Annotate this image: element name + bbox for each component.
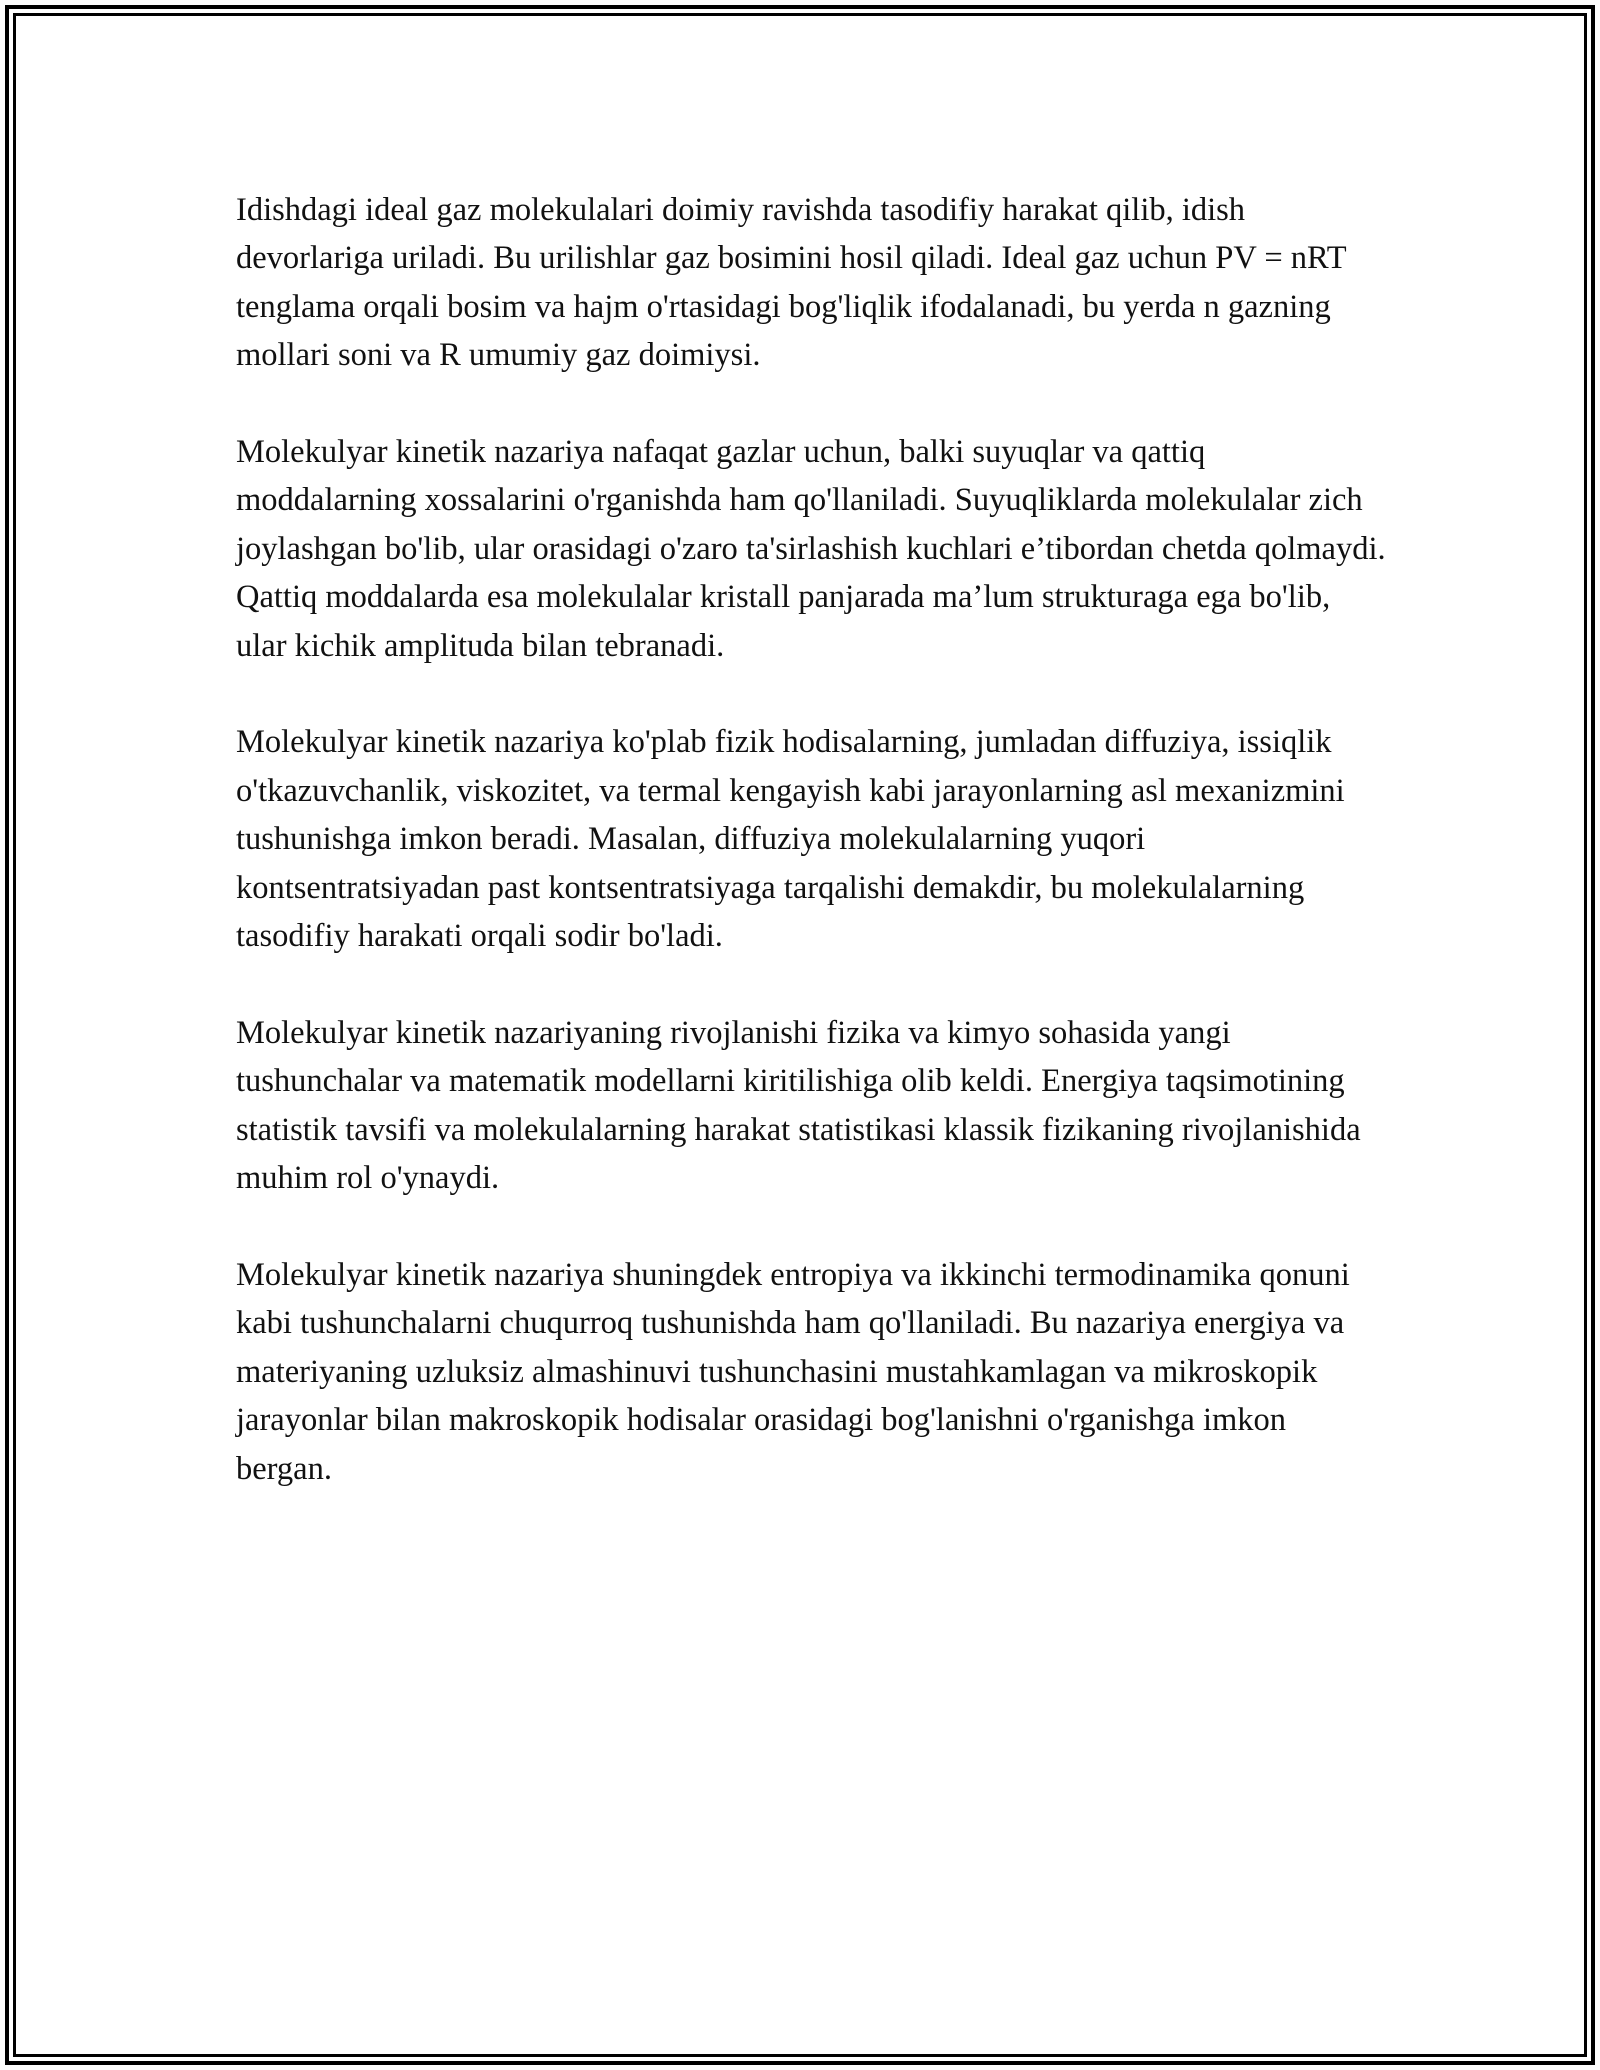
paragraph: Molekulyar kinetik nazariya nafaqat gazlar uchun, balki suyuqlar va qattiq moddalarning xossalarini o'rganishda ham qo'llaniladi. Suyuqliklarda molekulalar zich joylashgan bo'lib, ular orasidagi o'zaro ta'sirlashish kuchlari e’tibordan chetda qolmaydi. Qattiq moddalarda esa molekulalar kristall panjarada ma’lum strukturaga ega bo'lib, ular kichik amplituda bilan tebranadi. — [236, 434, 1386, 664]
paragraph: Molekulyar kinetik nazariya ko'plab fizik hodisalarning, jumladan diffuziya, issiqlik o'tkazuvchanlik, viskozitet, va termal kengayish kabi jarayonlarning asl mexanizmini tushunishga imkon beradi. Masalan, diffuziya molekulalarning yuqori kontsentratsiyadan past kontsentratsiyaga tarqalishi demakdir, bu molekulalarning tasodifiy harakati orqali sodir bo'ladi. — [236, 724, 1345, 955]
document-body — [236, 186, 1386, 1541]
paragraph: Molekulyar kinetik nazariyaning rivojlanishi fizika va kimyo sohasida yangi tushunchalar va matematik modellarni kiritilishiga olib keldi. Energiya taqsimotining statistik tavsifi va molekulalarning harakat statistikasi klassik fizikaning rivojlanishida muhim rol o'ynaydi. — [236, 1014, 1361, 1197]
paragraph: Idishdagi ideal gaz molekulalari doimiy ravishda tasodifiy harakat qilib, idish devorlariga uriladi. Bu urilishlar gaz bosimini hosil qiladi. Ideal gaz uchun PV = nRT tenglama orqali bosim va hajm o'rtasidagi bog'liqlik ifodalanadi, bu yerda n gazning mollari soni va R umumiy gaz doimiysi. — [236, 192, 1347, 374]
paragraph: Molekulyar kinetik nazariya shuningdek entropiya va ikkinchi termodinamika qonuni kabi tushunchalarni chuqurroq tushunishda ham qo'llaniladi. Bu nazariya energiya va materiyaning uzluksiz almashinuvi tushunchasini mustahkamlagan va mikroskopik jarayonlar bilan makroskopik hodisalar orasidagi bog'lanishni o'rganishga imkon bergan. — [236, 1256, 1350, 1487]
